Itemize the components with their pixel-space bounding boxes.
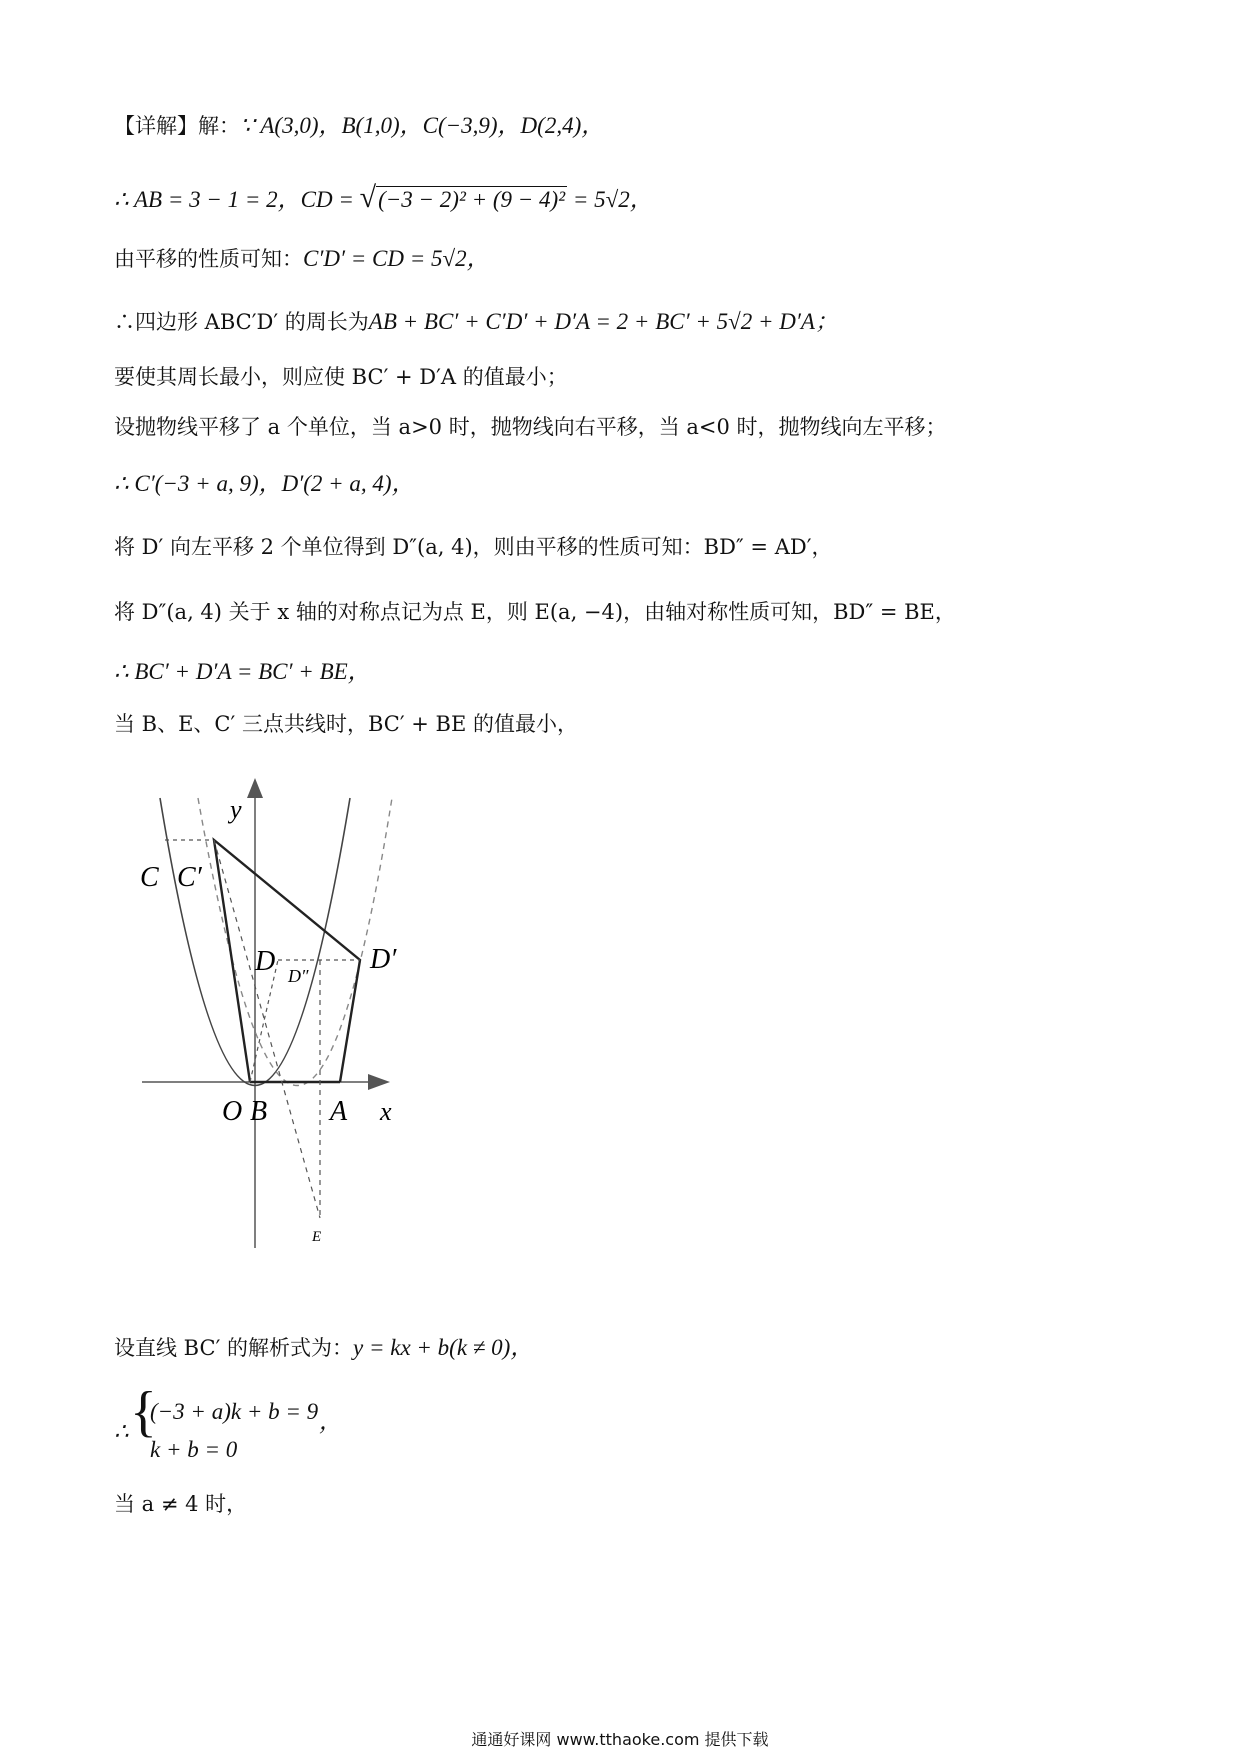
shifted-points: ∴ C′(−3 + a, 9)，D′(2 + a, 4)， <box>114 471 415 496</box>
left-brace: { <box>130 1381 157 1443</box>
label-d: D <box>255 946 276 977</box>
b-to-d-double <box>250 960 278 1082</box>
equation-system <box>114 1381 514 1468</box>
solution-header-line <box>114 112 604 140</box>
perimeter-formula: AB + BC′ + C′D′ + D′A = 2 + BC′ + 5√2 + D′A； <box>368 309 838 334</box>
cd-equality: C′D′ = CD = 5√2， <box>303 246 490 271</box>
solution-label: 【详解】解： <box>114 114 240 138</box>
minimize-line <box>114 365 568 390</box>
x-axis-arrow <box>368 1074 390 1090</box>
minimize-text: 要使其周长最小，则应使 BC′ + D′A 的值最小； <box>114 365 568 389</box>
label-y: y <box>230 795 242 824</box>
shift-text: 设抛物线平移了 a 个单位，当 a>0 时，抛物线向右平移，当 a<0 时，抛物线向左平移； <box>114 415 947 439</box>
label-a: A <box>330 1096 348 1127</box>
line-equation-line <box>114 1334 533 1362</box>
reflection-line <box>114 600 956 625</box>
geometry-figure <box>130 778 430 1248</box>
line-equation: y = kx + b(k ≠ 0)， <box>353 1335 534 1360</box>
sqrt-sign: √ <box>359 181 377 214</box>
collinear-text: 当 B、E、C′ 三点共线时，BC′ + BE 的值最小， <box>114 712 578 736</box>
translation-text: 由平移的性质可知： <box>114 247 303 271</box>
line-equation-text: 设直线 BC′ 的解析式为： <box>114 1336 354 1360</box>
perimeter-line <box>114 308 838 336</box>
perimeter-text: ∴四边形 ABC′D′ 的周长为 <box>114 310 369 334</box>
label-b: B <box>250 1096 268 1127</box>
label-d-double: D″ <box>288 966 309 986</box>
ab-cd-length-line <box>114 180 653 216</box>
translation-property-line <box>114 245 490 273</box>
label-d-prime: D′ <box>370 944 397 975</box>
d-double-prime-line <box>114 535 832 560</box>
reflection-text: 将 D″(a, 4) 关于 x 轴的对称点记为点 E，则 E(a, −4)，由轴对称性质可知，BD″ = BE， <box>114 600 956 624</box>
system-comma: ， <box>319 1409 342 1434</box>
shifted-parabola <box>198 798 392 1086</box>
label-e: E <box>312 1229 322 1245</box>
quadrilateral-bc-d-a <box>214 840 360 1082</box>
equation-1: (−3 + a)k + b = 9 <box>150 1399 319 1424</box>
label-x: x <box>380 1097 392 1126</box>
radicand: (−3 − 2)² + (9 − 4)² <box>378 187 566 212</box>
condition-line <box>114 1492 247 1517</box>
condition-text: 当 a ≠ 4 时， <box>114 1492 248 1516</box>
collinear-line <box>114 712 578 737</box>
line-c-prime-e <box>214 840 320 1218</box>
given-points: ∵ A(3,0)，B(1,0)，C(−3,9)，D(2,4)， <box>240 113 605 138</box>
equivalence-line <box>114 658 371 686</box>
label-c-prime: C′ <box>177 862 202 893</box>
cd-result: = 5√2， <box>567 187 653 212</box>
label-o: O <box>222 1096 243 1127</box>
ab-cd-text: ∴ AB = 3 − 1 = 2，CD = <box>114 187 360 212</box>
equation-2: k + b = 0 <box>150 1437 238 1462</box>
shifted-points-line <box>114 470 415 498</box>
therefore-sign: ∴ <box>114 1419 129 1444</box>
equivalence-text: ∴ BC′ + D′A = BC′ + BE， <box>114 659 371 684</box>
page-footer: 通通好课网 www.tthaoke.com 提供下载 <box>471 1730 769 1749</box>
label-c: C <box>140 862 159 893</box>
d-double-prime-text: 将 D′ 向左平移 2 个单位得到 D″(a, 4)，则由平移的性质可知：BD″ = AD′， <box>114 535 833 559</box>
y-axis-arrow <box>247 778 263 798</box>
shift-line <box>114 415 947 440</box>
